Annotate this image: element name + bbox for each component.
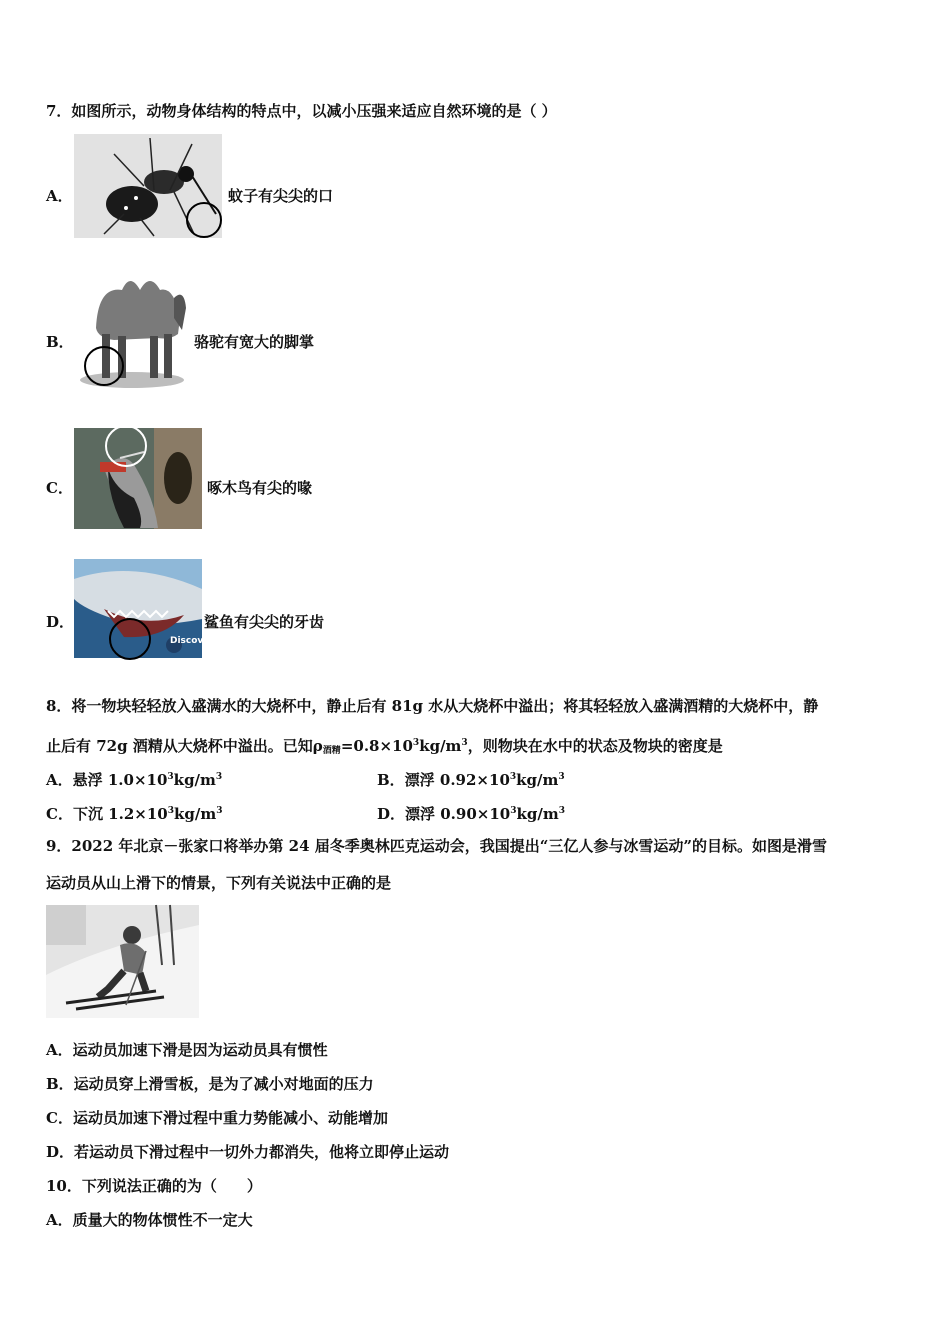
skier-image	[46, 905, 199, 1018]
mosquito-image	[74, 134, 222, 238]
q9-option-c: C．运动员加速下滑过程中重力势能减小、动能增加	[46, 1109, 388, 1127]
q7-option-a-caption: 蚊子有尖尖的口	[228, 187, 334, 205]
q7-option-b-letter: B．	[46, 333, 74, 351]
q8-option-c: C．下沉 $1.2\times 10^3kg/m^3$	[46, 805, 223, 823]
q7-option-c-letter: C．	[46, 479, 73, 497]
q8-option-a: A．悬浮 $1.0\times 10^3kg/m^3$	[46, 771, 223, 789]
shark-image	[74, 559, 220, 658]
q8-stem-line2: 止后有 72g 酒精从大烧杯中溢出。已知$\rho_{酒精}=0.8\times 10^3kg/m^3$，则物块在水中的状态及物块的密度是	[46, 737, 723, 756]
q7-option-d-caption: 鲨鱼有尖尖的牙齿	[204, 613, 325, 631]
q9-option-d: D．若运动员下滑过程中一切外力都消失，他将立即停止运动	[46, 1143, 450, 1161]
q7-option-a-letter: A．	[46, 187, 73, 205]
q7-stem: 7．如图所示，动物身体结构的特点中，以减小压强来适应自然环境的是（ ）	[46, 102, 557, 120]
q9-stem-line2: 运动员从山上滑下的情景，下列有关说法中正确的是	[46, 874, 392, 892]
camel-image	[74, 268, 188, 388]
q9-stem-line1: 9．2022 年北京－张家口将举办第 24 届冬季奥林匹克运动会，我国提出“三亿人参与冰雪运动”的目标。如图是滑雪	[46, 837, 827, 855]
q10-option-a: A．质量大的物体惯性不一定大	[46, 1211, 253, 1229]
q8-option-d: D．漂浮 $0.90\times 10^3kg/m^3$	[377, 805, 565, 823]
q7-option-b-caption: 骆驼有宽大的脚掌	[194, 333, 315, 351]
q8-option-b: B．漂浮 $0.92\times 10^3kg/m^3$	[377, 771, 565, 789]
woodpecker-image	[74, 428, 202, 529]
q7-option-d-letter: D．	[46, 613, 75, 631]
q10-stem: 10．下列说法正确的为（ ）	[46, 1177, 262, 1195]
discovery-logo: Discovery	[170, 636, 220, 646]
q9-option-b: B．运动员穿上滑雪板，是为了减小对地面的压力	[46, 1075, 374, 1093]
q8-stem-line1: 8．将一物块轻轻放入盛满水的大烧杯中，静止后有 81g 水从大烧杯中溢出；将其轻轻放入盛满酒精的大烧杯中，静	[46, 697, 819, 715]
q7-option-c-caption: 啄木鸟有尖的喙	[207, 479, 313, 497]
q9-option-a: A．运动员加速下滑是因为运动员具有惯性	[46, 1041, 328, 1059]
